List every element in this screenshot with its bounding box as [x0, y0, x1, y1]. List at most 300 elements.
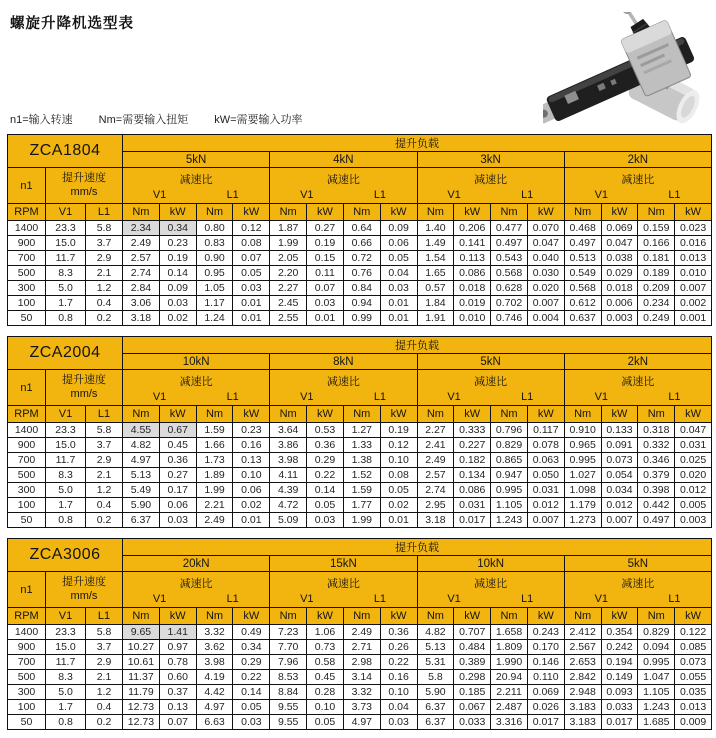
table-cell: 7.70 — [270, 640, 307, 655]
table-cell: 1.84 — [417, 296, 454, 311]
table-row — [8, 453, 712, 468]
table-cell: 0.12 — [233, 221, 270, 236]
table-row — [8, 670, 712, 685]
table-cell: 0.09 — [159, 281, 196, 296]
table-cell: 0.8 — [46, 311, 86, 326]
l1-label: L1 — [226, 592, 239, 605]
table-cell: 100 — [8, 700, 46, 715]
load-group-header: 10kN — [417, 556, 564, 572]
table-cell: 0.37 — [159, 685, 196, 700]
table-cell: 0.07 — [159, 715, 196, 730]
v1-l1-labels — [123, 593, 269, 605]
table-cell: 0.086 — [454, 266, 491, 281]
table-cell: 3.316 — [491, 715, 528, 730]
table-cell: 8.3 — [46, 468, 86, 483]
speed-unit-label: mm/s — [70, 589, 98, 602]
table-cell: 0.36 — [380, 625, 417, 640]
kw-col-header: kW — [233, 406, 270, 423]
kw-col-header: kW — [159, 406, 196, 423]
kw-col-header: kW — [675, 204, 712, 221]
v1-l1-labels — [418, 189, 564, 201]
table-cell: 0.013 — [675, 251, 712, 266]
ratio-header — [564, 572, 711, 608]
table-cell: 6.63 — [196, 715, 233, 730]
table-cell: 2.27 — [270, 281, 307, 296]
table-cell: 3.7 — [86, 236, 123, 251]
table-cell: 0.002 — [675, 296, 712, 311]
kw-col-header: kW — [454, 406, 491, 423]
table-cell: 2.9 — [86, 251, 123, 266]
table-cell: 0.001 — [675, 311, 712, 326]
table-cell: 0.018 — [601, 281, 638, 296]
table-cell: 7.23 — [270, 625, 307, 640]
table-cell: 0.8 — [46, 715, 86, 730]
table-cell: 0.76 — [343, 266, 380, 281]
table-cell: 0.01 — [380, 513, 417, 528]
table-cell: 6.37 — [417, 715, 454, 730]
table-cell: 0.005 — [675, 498, 712, 513]
table-cell: 0.073 — [675, 655, 712, 670]
table-cell: 0.12 — [380, 438, 417, 453]
table-cell: 0.093 — [601, 685, 638, 700]
speed-header — [46, 168, 123, 204]
v1-label: V1 — [594, 592, 609, 605]
table-cell: 0.84 — [343, 281, 380, 296]
v1-label: V1 — [447, 188, 461, 201]
table-cell: 5.0 — [46, 281, 86, 296]
speed-label: 提升速度 — [62, 373, 106, 386]
table-cell: 0.02 — [159, 311, 196, 326]
table-cell: 0.06 — [233, 483, 270, 498]
table-row — [8, 655, 712, 670]
table-cell: 2.71 — [343, 640, 380, 655]
table-cell: 3.32 — [196, 625, 233, 640]
l1-label: L1 — [668, 188, 681, 201]
table-cell: 2.567 — [564, 640, 601, 655]
table-cell: 1.273 — [564, 513, 601, 528]
table-cell: 0.094 — [638, 640, 675, 655]
table-cell: 2.49 — [123, 236, 160, 251]
nm-col-header: Nm — [270, 406, 307, 423]
table-cell: 0.010 — [675, 266, 712, 281]
ratio-header — [417, 370, 564, 406]
load-group-header: 8kN — [270, 354, 417, 370]
kw-col-header: kW — [380, 608, 417, 625]
table-cell: 0.01 — [233, 296, 270, 311]
kw-col-header: kW — [601, 204, 638, 221]
table-cell: 0.10 — [380, 453, 417, 468]
v1-col-header: V1 — [46, 608, 86, 625]
load-group-header: 15kN — [270, 556, 417, 572]
n1-header: n1 — [8, 168, 46, 204]
table-cell: 0.72 — [343, 251, 380, 266]
table-cell: 0.038 — [601, 251, 638, 266]
table-cell: 0.94 — [343, 296, 380, 311]
table-cell: 1.27 — [343, 423, 380, 438]
table-cell: 900 — [8, 640, 46, 655]
ratio-label: 减速比 — [474, 173, 508, 186]
l1-label: L1 — [226, 390, 239, 403]
table-cell: 0.03 — [380, 281, 417, 296]
table-cell: 0.04 — [380, 700, 417, 715]
screw-jack-photo-icon — [543, 12, 714, 124]
table-row — [8, 423, 712, 438]
l1-col-header: L1 — [86, 406, 123, 423]
table-cell: 0.702 — [491, 296, 528, 311]
table-cell: 0.110 — [527, 670, 564, 685]
table-cell: 0.012 — [675, 483, 712, 498]
table-cell: 50 — [8, 311, 46, 326]
ratio-header — [564, 370, 711, 406]
table-cell: 0.442 — [638, 498, 675, 513]
table-cell: 4.19 — [196, 670, 233, 685]
nm-col-header: Nm — [564, 406, 601, 423]
table-cell: 1.027 — [564, 468, 601, 483]
ratio-label: 减速比 — [179, 577, 213, 590]
table-row — [8, 281, 712, 296]
table-cell: 0.206 — [454, 221, 491, 236]
table-cell: 1.59 — [343, 483, 380, 498]
table-cell: 0.007 — [601, 513, 638, 528]
table-row — [8, 296, 712, 311]
nm-col-header: Nm — [638, 204, 675, 221]
table-cell: 0.149 — [601, 670, 638, 685]
table-cell: 2.21 — [196, 498, 233, 513]
table-cell: 5.13 — [123, 468, 160, 483]
table-cell: 0.141 — [454, 236, 491, 251]
table-cell: 0.568 — [491, 266, 528, 281]
table-cell: 3.183 — [564, 700, 601, 715]
table-cell: 0.53 — [307, 423, 344, 438]
table-cell: 1.73 — [196, 453, 233, 468]
table-cell: 0.029 — [601, 266, 638, 281]
table-cell: 10.27 — [123, 640, 160, 655]
table-cell: 2.653 — [564, 655, 601, 670]
table-cell: 12.73 — [123, 715, 160, 730]
table-cell: 0.189 — [638, 266, 675, 281]
table-cell: 0.209 — [638, 281, 675, 296]
table-cell: 0.05 — [307, 498, 344, 513]
table-cell: 0.568 — [564, 281, 601, 296]
table-cell: 3.98 — [270, 453, 307, 468]
load-header: 提升负载 — [123, 135, 712, 152]
table-cell: 1.99 — [196, 483, 233, 498]
n1-header: n1 — [8, 370, 46, 406]
table-cell: 9.65 — [123, 625, 160, 640]
table-cell: 2.412 — [564, 625, 601, 640]
load-group-header: 3kN — [417, 152, 564, 168]
table-cell: 0.050 — [527, 468, 564, 483]
table-cell: 0.83 — [196, 236, 233, 251]
table-cell: 2.74 — [417, 483, 454, 498]
table-cell: 0.031 — [675, 438, 712, 453]
table-cell: 0.03 — [233, 715, 270, 730]
table-cell: 0.013 — [675, 700, 712, 715]
table-cell: 700 — [8, 655, 46, 670]
ratio-header — [564, 168, 711, 204]
table-cell: 0.047 — [527, 236, 564, 251]
ratio-label: 减速比 — [326, 173, 360, 186]
ratio-label: 减速比 — [621, 577, 655, 590]
table-row — [8, 221, 712, 236]
table-cell: 50 — [8, 513, 46, 528]
table-cell: 0.182 — [454, 453, 491, 468]
table-cell: 5.90 — [123, 498, 160, 513]
table-cell: 0.829 — [491, 438, 528, 453]
load-header: 提升负载 — [123, 539, 712, 556]
table-cell: 0.947 — [491, 468, 528, 483]
selection-table-ZCA1804 — [7, 134, 712, 326]
ratio-label: 减速比 — [179, 375, 213, 388]
table-cell: 0.14 — [307, 483, 344, 498]
kw-col-header: kW — [307, 608, 344, 625]
table-cell: 0.22 — [233, 670, 270, 685]
table-cell: 300 — [8, 685, 46, 700]
table-cell: 500 — [8, 468, 46, 483]
table-cell: 2.95 — [417, 498, 454, 513]
table-cell: 0.194 — [601, 655, 638, 670]
table-cell: 15.0 — [46, 438, 86, 453]
table-cell: 2.49 — [343, 625, 380, 640]
selection-table-ZCA2004 — [7, 336, 712, 528]
table-cell: 0.033 — [601, 700, 638, 715]
table-cell: 3.73 — [343, 700, 380, 715]
kw-col-header: kW — [454, 608, 491, 625]
table-cell: 0.64 — [343, 221, 380, 236]
table-cell: 0.16 — [233, 438, 270, 453]
table-cell: 0.067 — [454, 700, 491, 715]
kw-col-header: kW — [233, 204, 270, 221]
table-cell: 0.27 — [159, 468, 196, 483]
table-cell: 0.047 — [601, 236, 638, 251]
table-cell: 8.3 — [46, 670, 86, 685]
l1-label: L1 — [668, 592, 681, 605]
table-cell: 2.41 — [417, 438, 454, 453]
table-cell: 0.02 — [380, 498, 417, 513]
table-cell: 8.53 — [270, 670, 307, 685]
v1-col-header: V1 — [46, 204, 86, 221]
ratio-header — [123, 370, 270, 406]
table-cell: 1.91 — [417, 311, 454, 326]
table-cell: 1.33 — [343, 438, 380, 453]
legend-note — [10, 111, 329, 127]
table-cell: 3.183 — [564, 715, 601, 730]
table-cell: 0.13 — [233, 453, 270, 468]
table-cell: 0.08 — [233, 236, 270, 251]
table-cell: 1.24 — [196, 311, 233, 326]
table-cell: 900 — [8, 236, 46, 251]
table-cell: 0.01 — [233, 311, 270, 326]
table-cell: 0.10 — [380, 685, 417, 700]
table-cell: 0.19 — [380, 423, 417, 438]
table-cell: 0.22 — [307, 468, 344, 483]
table-cell: 1.65 — [417, 266, 454, 281]
table-cell: 0.298 — [454, 670, 491, 685]
table-cell: 2.98 — [343, 655, 380, 670]
l1-label: L1 — [373, 592, 387, 605]
table-cell: 0.01 — [380, 296, 417, 311]
table-cell: 5.13 — [417, 640, 454, 655]
model-label: ZCA1804 — [8, 135, 123, 168]
table-cell: 0.10 — [307, 700, 344, 715]
table-cell: 0.318 — [638, 423, 675, 438]
table-cell: 0.29 — [307, 453, 344, 468]
table-cell: 8.3 — [46, 266, 86, 281]
table-cell: 0.80 — [196, 221, 233, 236]
speed-unit-label: mm/s — [70, 387, 98, 400]
table-cell: 1400 — [8, 221, 46, 236]
nm-col-header: Nm — [343, 608, 380, 625]
table-cell: 4.11 — [270, 468, 307, 483]
table-cell: 0.091 — [601, 438, 638, 453]
selection-tables — [0, 134, 716, 730]
table-cell: 0.073 — [601, 453, 638, 468]
table-row — [8, 700, 712, 715]
nm-col-header: Nm — [196, 204, 233, 221]
table-cell: 1.2 — [86, 685, 123, 700]
table-cell: 1.243 — [638, 700, 675, 715]
kw-col-header: kW — [159, 204, 196, 221]
nm-col-header: Nm — [491, 406, 528, 423]
table-cell: 0.026 — [527, 700, 564, 715]
table-cell: 1.52 — [343, 468, 380, 483]
l1-label: L1 — [521, 592, 534, 605]
table-cell: 0.003 — [675, 513, 712, 528]
table-cell: 3.62 — [196, 640, 233, 655]
v1-l1-labels — [565, 391, 711, 403]
load-group-header: 10kN — [123, 354, 270, 370]
table-cell: 1.40 — [417, 221, 454, 236]
table-cell: 0.020 — [527, 281, 564, 296]
v1-col-header: V1 — [46, 406, 86, 423]
l1-label: L1 — [521, 390, 534, 403]
table-cell: 2.487 — [491, 700, 528, 715]
table-cell: 0.01 — [307, 311, 344, 326]
table-row — [8, 715, 712, 730]
table-cell: 0.995 — [638, 655, 675, 670]
table-cell: 2.1 — [86, 468, 123, 483]
table-row — [8, 513, 712, 528]
table-cell: 0.910 — [564, 423, 601, 438]
table-cell: 0.36 — [307, 438, 344, 453]
table-cell: 0.66 — [343, 236, 380, 251]
nm-col-header: Nm — [564, 204, 601, 221]
table-cell: 300 — [8, 483, 46, 498]
table-cell: 0.05 — [307, 715, 344, 730]
table-cell: 12.73 — [123, 700, 160, 715]
table-cell: 11.37 — [123, 670, 160, 685]
nm-col-header: Nm — [343, 406, 380, 423]
table-cell: 0.016 — [675, 236, 712, 251]
table-cell: 2.05 — [270, 251, 307, 266]
table-cell: 1.99 — [270, 236, 307, 251]
nm-col-header: Nm — [270, 608, 307, 625]
table-cell: 0.4 — [86, 498, 123, 513]
table-cell: 11.79 — [123, 685, 160, 700]
table-cell: 0.063 — [527, 453, 564, 468]
table-cell: 3.86 — [270, 438, 307, 453]
table-cell: 2.1 — [86, 266, 123, 281]
kw-col-header: kW — [233, 608, 270, 625]
table-cell: 2.49 — [417, 453, 454, 468]
table-cell: 0.99 — [343, 311, 380, 326]
l1-label: L1 — [521, 188, 534, 201]
table-cell: 0.549 — [564, 266, 601, 281]
v1-label: V1 — [152, 390, 167, 403]
table-cell: 0.003 — [601, 311, 638, 326]
table-cell: 5.0 — [46, 685, 86, 700]
nm-col-header: Nm — [564, 608, 601, 625]
table-cell: 0.009 — [675, 715, 712, 730]
table-cell: 0.031 — [527, 483, 564, 498]
speed-label: 提升速度 — [62, 171, 106, 184]
model-label: ZCA3006 — [8, 539, 123, 572]
table-row — [8, 640, 712, 655]
table-cell: 0.06 — [159, 498, 196, 513]
table-cell: 0.01 — [233, 513, 270, 528]
table-cell: 0.09 — [380, 221, 417, 236]
table-cell: 0.34 — [159, 221, 196, 236]
table-cell: 0.513 — [564, 251, 601, 266]
table-cell: 0.16 — [380, 670, 417, 685]
table-cell: 5.8 — [417, 670, 454, 685]
speed-label: 提升速度 — [62, 575, 106, 588]
table-cell: 2.57 — [123, 251, 160, 266]
kw-col-header: kW — [675, 406, 712, 423]
table-cell: 0.086 — [454, 483, 491, 498]
table-cell: 0.58 — [307, 655, 344, 670]
legend-n1: n1=输入转速 — [10, 114, 73, 126]
table-cell: 0.965 — [564, 438, 601, 453]
table-cell: 4.97 — [123, 453, 160, 468]
table-cell: 0.004 — [527, 311, 564, 326]
table-cell: 1.809 — [491, 640, 528, 655]
table-cell: 0.170 — [527, 640, 564, 655]
table-cell: 0.796 — [491, 423, 528, 438]
table-cell: 4.82 — [417, 625, 454, 640]
table-cell: 1.685 — [638, 715, 675, 730]
table-cell: 2.84 — [123, 281, 160, 296]
nm-col-header: Nm — [417, 204, 454, 221]
table-cell: 0.033 — [454, 715, 491, 730]
table-cell: 2.1 — [86, 670, 123, 685]
table-cell: 1.05 — [196, 281, 233, 296]
table-cell: 0.242 — [601, 640, 638, 655]
table-cell: 0.746 — [491, 311, 528, 326]
table-cell: 0.05 — [233, 700, 270, 715]
table-cell: 3.14 — [343, 670, 380, 685]
kw-col-header: kW — [159, 608, 196, 625]
table-cell: 1.2 — [86, 483, 123, 498]
table-cell: 0.97 — [159, 640, 196, 655]
table-cell: 0.012 — [527, 498, 564, 513]
table-cell: 0.29 — [233, 655, 270, 670]
table-cell: 0.122 — [675, 625, 712, 640]
table-cell: 0.379 — [638, 468, 675, 483]
load-group-header: 20kN — [123, 556, 270, 572]
table-cell: 500 — [8, 670, 46, 685]
page-title: 螺旋升降机选型表 — [10, 16, 134, 32]
table-cell: 0.73 — [307, 640, 344, 655]
table-cell: 1.59 — [196, 423, 233, 438]
table-cell: 4.97 — [343, 715, 380, 730]
table-cell: 0.468 — [564, 221, 601, 236]
table-cell: 9.55 — [270, 700, 307, 715]
table-cell: 0.020 — [675, 468, 712, 483]
table-cell: 1.105 — [491, 498, 528, 513]
table-cell: 4.72 — [270, 498, 307, 513]
table-cell: 100 — [8, 498, 46, 513]
